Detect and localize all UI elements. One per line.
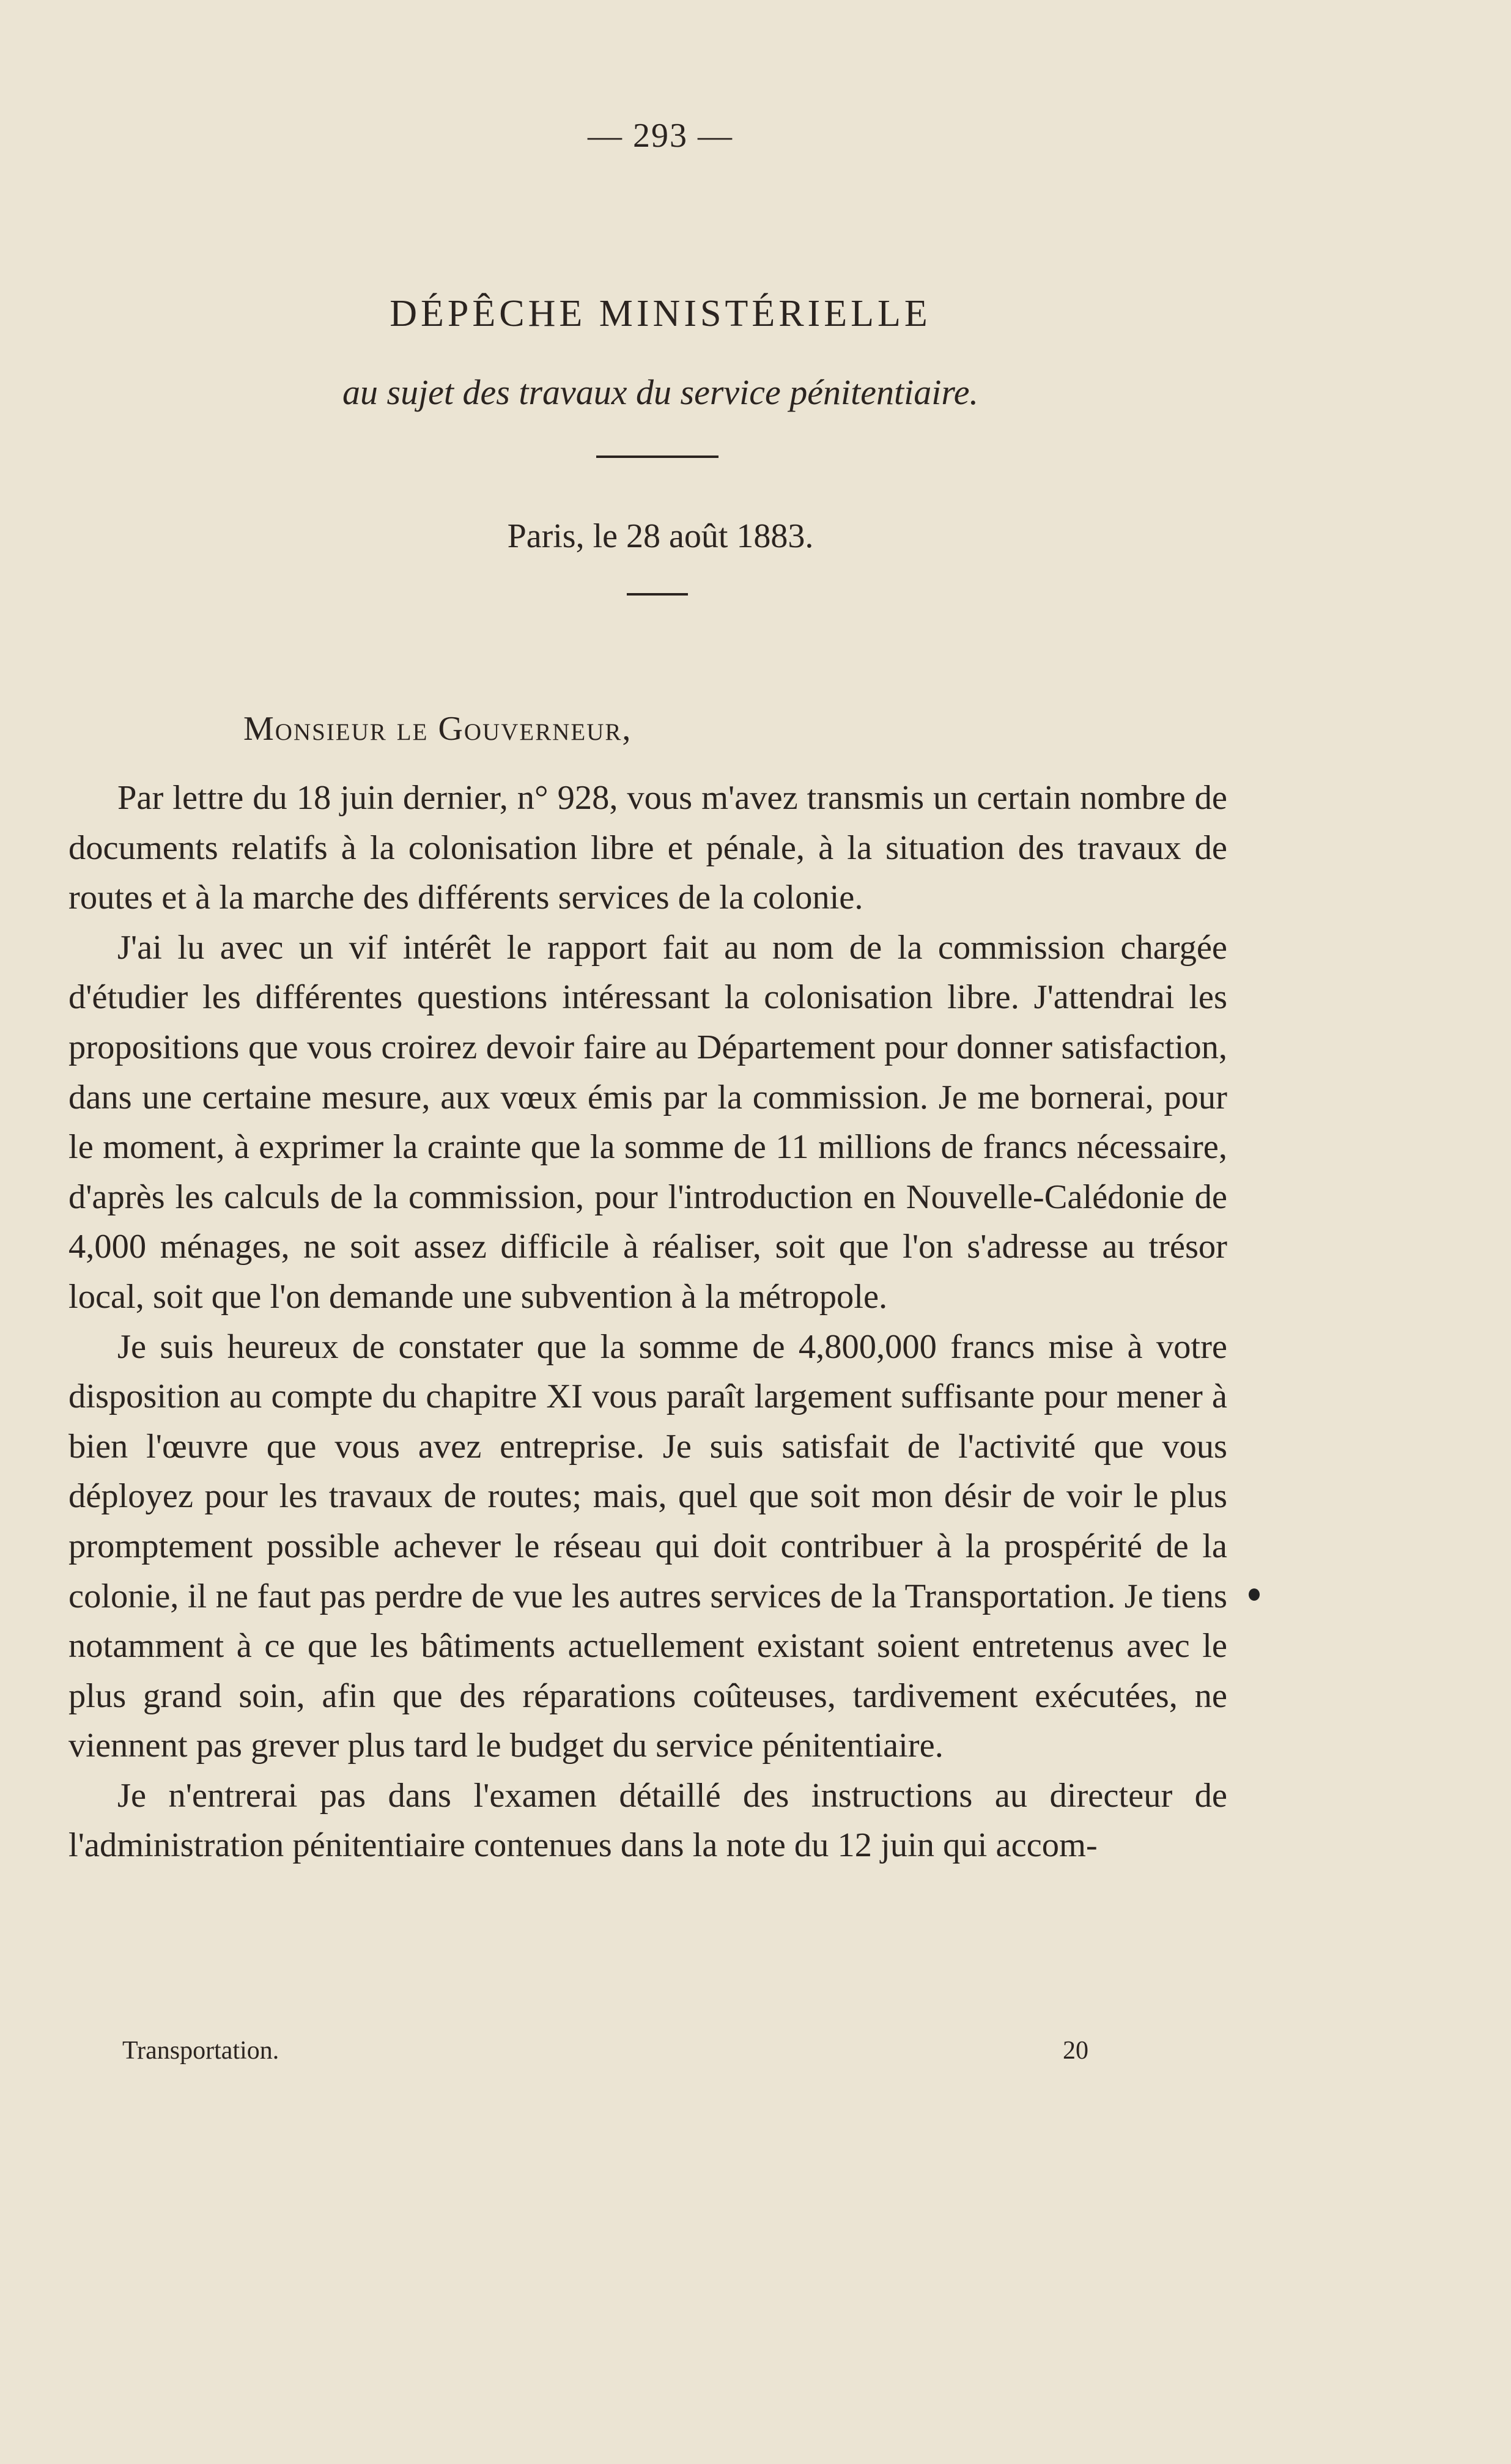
- page-number: — 293 —: [588, 117, 733, 155]
- paragraph-4: Je n'entrerai pas dans l'examen détaillé des instructions au directeur de l'administration pénitentiaire contenues dans la note du 12 juin qui accom-: [68, 1776, 1227, 1865]
- footer-signature: Transportation.: [122, 2037, 279, 2065]
- footer-sheet-number: 20: [1063, 2037, 1088, 2065]
- paragraph-2: J'ai lu avec un vif intérêt le rapport fait au nom de la commission chargée d'étudier les différentes questions intéressant la colonisation libre. J'attendrai les propositions que vous croirez devoir faire au Département pour donner satisfaction, dans une certaine mesure, aux vœux émis par la commission. Je me bornerai, pour le moment, à exprimer la crainte que la somme de 11 millions de francs nécessaire, d'après les calculs de la commission, pour l'introduction en Nouvelle-Calédonie de 4,000 ménages, ne soit assez difficile à réaliser, soit que l'on s'adresse au trésor local, soit que l'on demande une subvention à la métropole.: [68, 928, 1227, 1316]
- letter-body: [68, 773, 1227, 1871]
- document-subtitle: au sujet des travaux du service pénitentiaire.: [342, 372, 978, 412]
- paragraph-3: Je suis heureux de constater que la somme de 4,800,000 francs mise à votre disposition au compte du chapitre XI vous paraît largement suffisante pour mener à bien l'œuvre que vous avez entreprise. Je suis satisfait de l'activité que vous déployez pour les travaux de routes; mais, quel que soit mon désir de voir le plus promptement possible achever le réseau qui doit contribuer à la prospérité de la colonie, il ne faut pas perdre de vue les autres services de la Transportation. Je tiens notamment à ce que les bâtiments actuellement existant soient entretenus avec le plus grand soin, afin que des réparations coûteuses, tardivement exécutées, ne viennent pas grever plus tard le budget du service pénitentiaire.: [68, 1327, 1227, 1765]
- dateline: Paris, le 28 août 1883.: [507, 517, 814, 555]
- title-divider: [596, 456, 719, 458]
- salutation: Monsieur le Gouverneur,: [243, 710, 632, 748]
- paragraph-1: Par lettre du 18 juin dernier, n° 928, vous m'avez transmis un certain nombre de documents relatifs à la colonisation libre et pénale, à la situation des travaux de routes et à la marche des différents services de la colonie.: [68, 779, 1227, 917]
- document-title: DÉPÊCHE MINISTÉRIELLE: [390, 293, 931, 334]
- margin-mark: [1249, 1588, 1260, 1601]
- dateline-divider: [627, 593, 688, 596]
